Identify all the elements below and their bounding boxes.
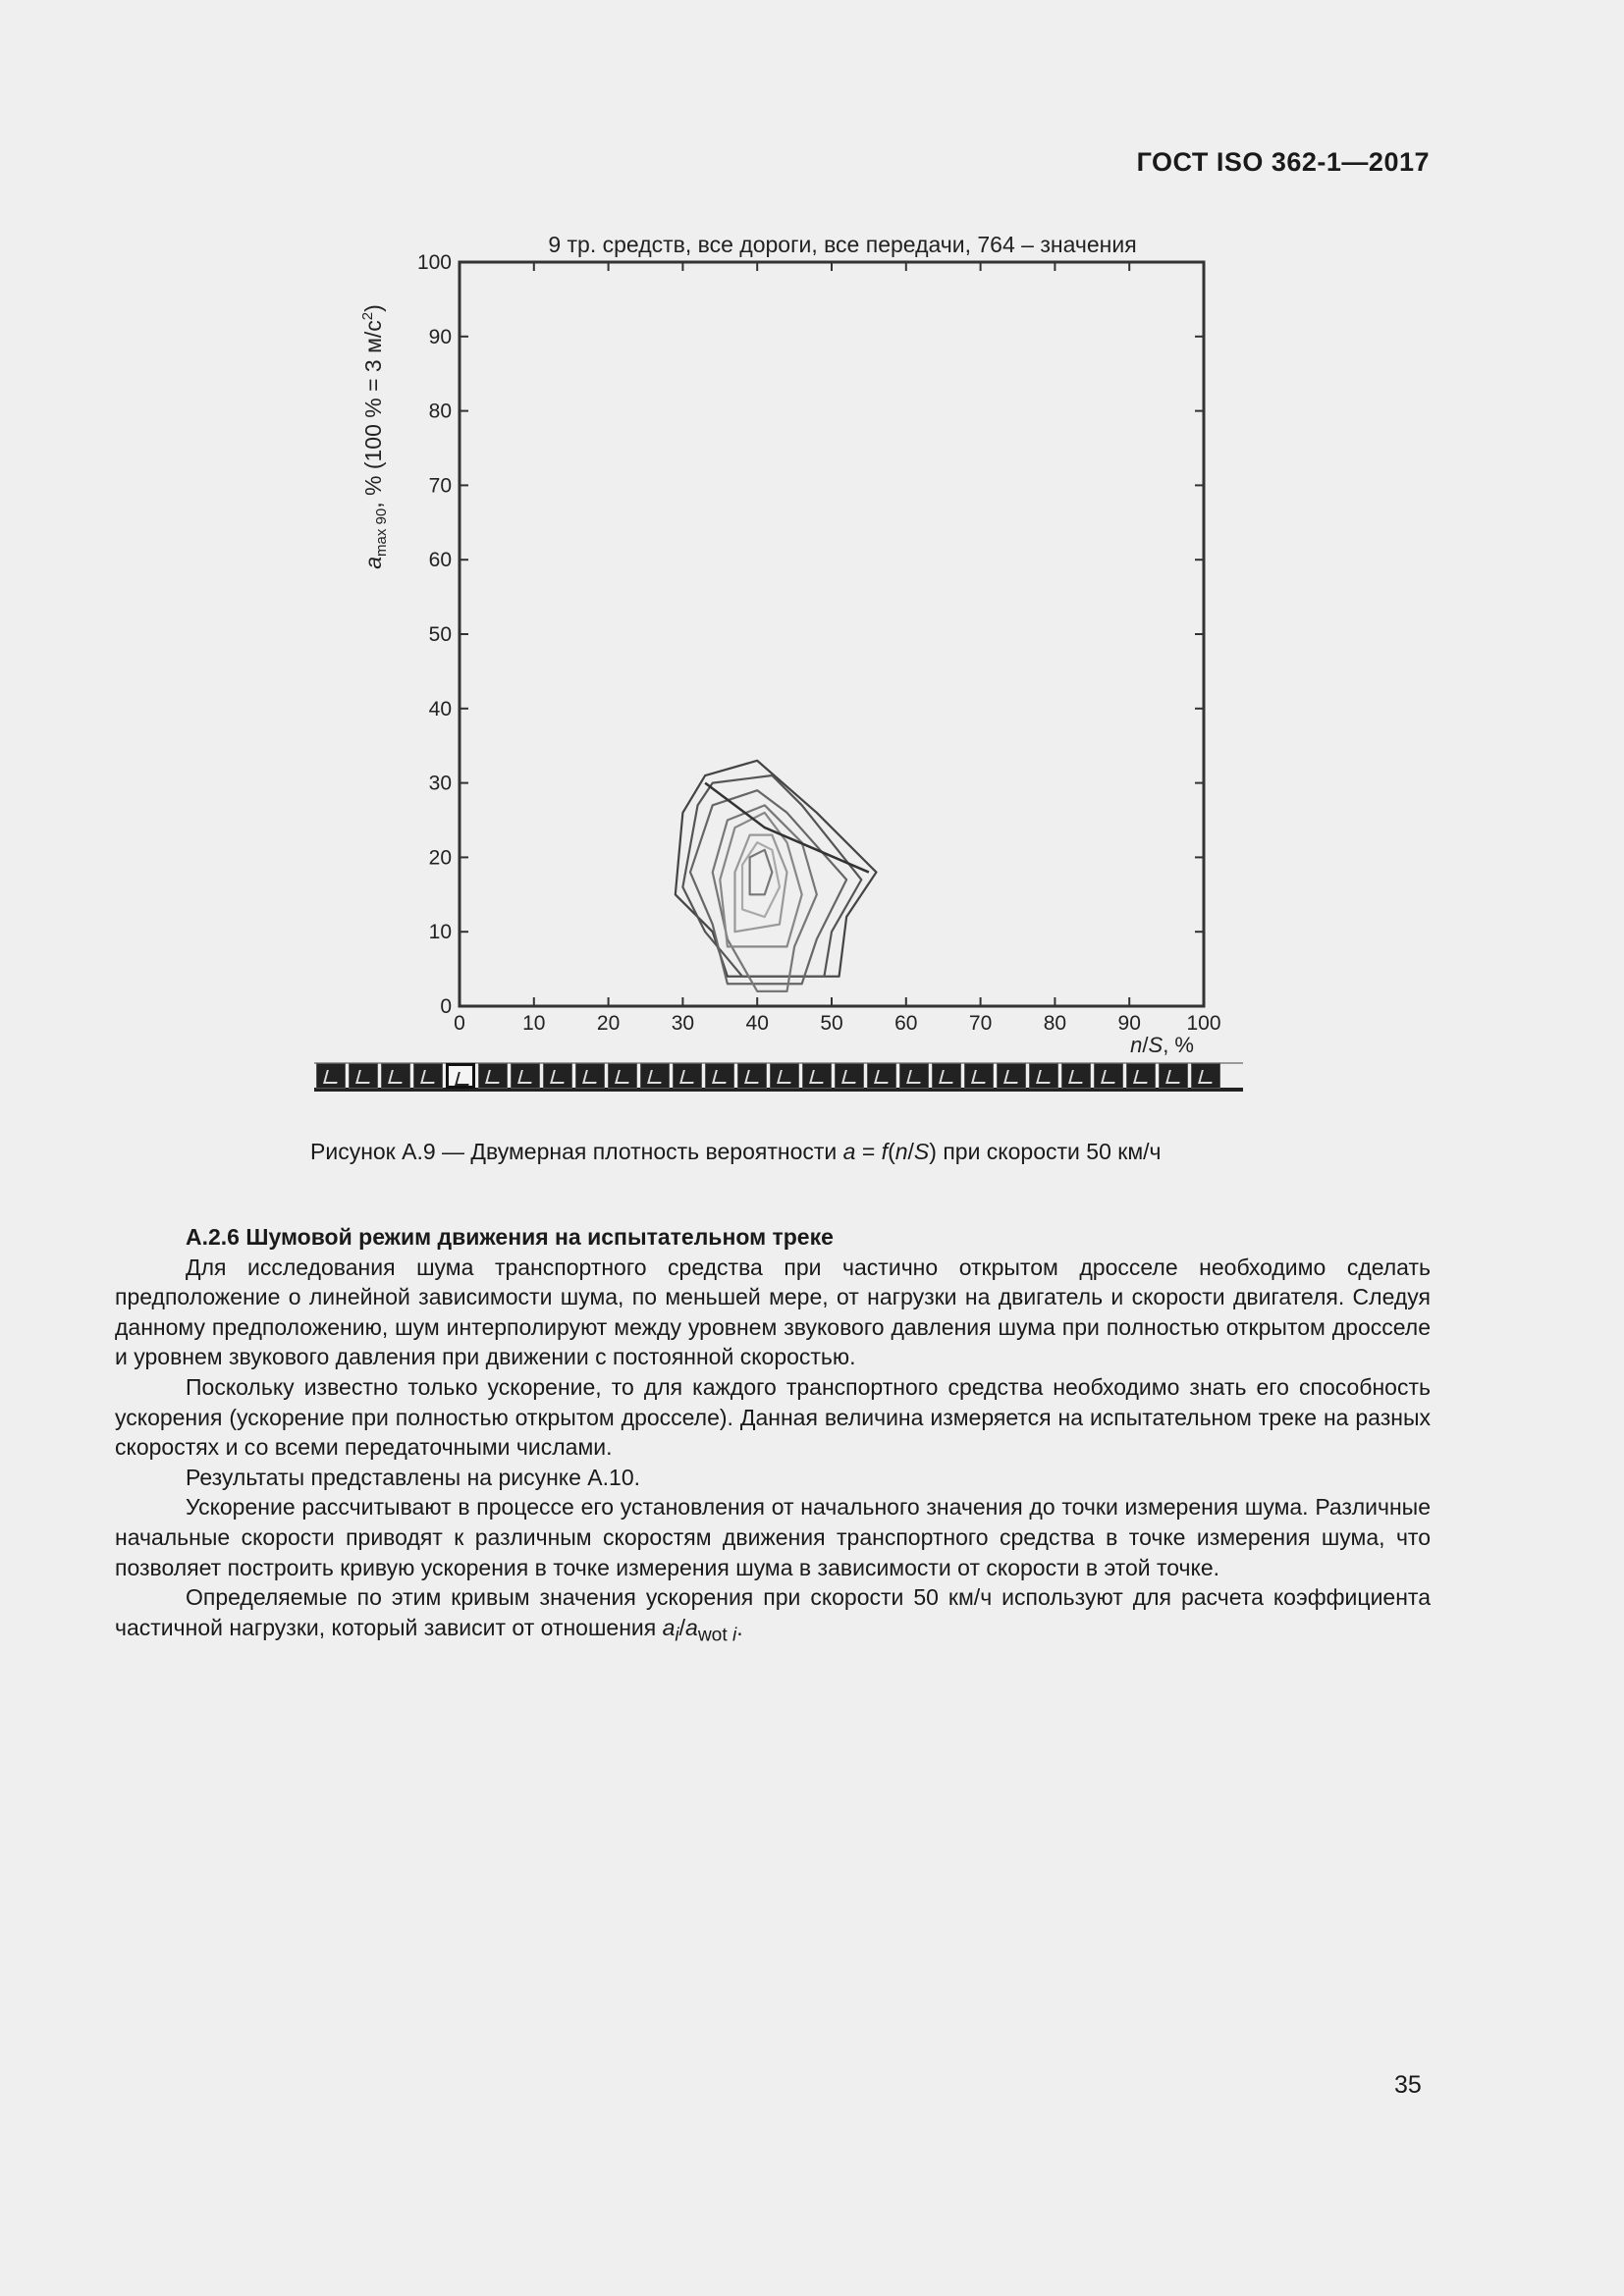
toolbar-button[interactable]: [835, 1063, 864, 1089]
toolbar-button[interactable]: [543, 1063, 572, 1089]
toolbar-button[interactable]: [964, 1063, 994, 1089]
page-number: 35: [1394, 2071, 1422, 2099]
x-tick-label: 70: [968, 1012, 993, 1035]
toolbar-button[interactable]: [640, 1063, 670, 1089]
toolbar-button[interactable]: [770, 1063, 799, 1089]
toolbar-button[interactable]: [932, 1063, 961, 1089]
y-axis-label: $a_{max 90}$, % (100 % = 3 $м/с^2$): [359, 304, 390, 569]
x-tick-label: 60: [894, 1012, 918, 1035]
y-tick-label: 80: [428, 400, 452, 423]
y-tick-label: 60: [428, 549, 452, 572]
x-tick-label: 40: [745, 1012, 769, 1035]
y-tick-label: 100: [416, 251, 452, 274]
contour-chart: [304, 221, 1247, 1065]
paragraph-4: Ускорение рассчитывают в процессе его установления от начального значения до точки измерения шума. Различные начальные скорости приводят к различным скоростям движения транспортного средства в точке измерения шума, что позволяет построить кривую ускорения в точке измерения шума в зависимости от скорости в этой точке.: [115, 1494, 1431, 1580]
toolbar-button[interactable]: [478, 1063, 508, 1089]
toolbar-button[interactable]: [705, 1063, 734, 1089]
x-tick-label: 10: [522, 1012, 546, 1035]
section-a-2-6: [115, 1222, 1431, 1651]
contour-line: [742, 842, 780, 917]
toolbar-button[interactable]: [867, 1063, 896, 1089]
plot-frame: [460, 262, 1204, 1006]
section-heading: А.2.6 Шумовой режим движения на испытательном треке: [186, 1224, 834, 1250]
toolbar-button[interactable]: [1094, 1063, 1123, 1089]
paragraph-5: Определяемые по этим кривым значения ускорения при скорости 50 км/ч используют для расчета коэффициента частичной нагрузки, который зависит от отношения $a_i/a_{wot i}$.: [115, 1584, 1431, 1646]
y-tick-label: 40: [428, 697, 452, 721]
y-tick-label: 0: [440, 995, 452, 1018]
y-tick-label: 10: [428, 921, 452, 944]
y-tick-label: 70: [428, 474, 452, 498]
figure-toolbar: [314, 1062, 1243, 1092]
toolbar-button[interactable]: [997, 1063, 1026, 1089]
contour-lines: [676, 761, 877, 991]
y-tick-label: 30: [428, 772, 452, 795]
x-tick-label: 30: [671, 1012, 695, 1035]
x-tick-label: 50: [820, 1012, 843, 1035]
x-tick-label: 80: [1043, 1012, 1067, 1035]
x-axis-label: n/S, %: [1130, 1033, 1194, 1057]
contour-line: [750, 850, 773, 894]
x-tick-label: 90: [1117, 1012, 1141, 1035]
toolbar-button[interactable]: [349, 1063, 378, 1089]
toolbar-button[interactable]: [1029, 1063, 1058, 1089]
toolbar-button[interactable]: [673, 1063, 702, 1089]
toolbar-button[interactable]: [413, 1063, 443, 1089]
chart-title: 9 тр. средств, все дороги, все передачи, 764 – значения: [548, 232, 1137, 257]
toolbar-button[interactable]: [802, 1063, 832, 1089]
toolbar-button[interactable]: [575, 1063, 605, 1089]
toolbar-button[interactable]: [1191, 1063, 1220, 1089]
document-code: ГОСТ ISO 362-1—2017: [1136, 147, 1430, 177]
toolbar-button[interactable]: [737, 1063, 767, 1089]
toolbar-button[interactable]: [1061, 1063, 1091, 1089]
y-tick-label: 50: [428, 623, 452, 646]
x-tick-label: 100: [1186, 1012, 1221, 1035]
figure-caption: Рисунок А.9 — Двумерная плотность вероятности a = f(n/S) при скорости 50 км/ч: [310, 1139, 1162, 1164]
toolbar-button[interactable]: [446, 1063, 475, 1089]
figure-a9: [304, 221, 1247, 1109]
paragraph-2: Поскольку известно только ускорение, то для каждого транспортного средства необходимо знать его способность ускорения (ускорение при полностью открытом дросселе). Данная величина измеряется на испытательном треке на разных скоростях и со всеми передаточными числами.: [115, 1373, 1431, 1461]
y-tick-label: 90: [428, 325, 452, 348]
axis-ticks: [417, 251, 1221, 1035]
x-tick-label: 0: [454, 1012, 465, 1035]
y-tick-label: 20: [428, 846, 452, 870]
toolbar-button[interactable]: [511, 1063, 540, 1089]
x-tick-label: 20: [596, 1012, 621, 1035]
toolbar-button[interactable]: [1126, 1063, 1156, 1089]
toolbar-button[interactable]: [381, 1063, 410, 1089]
toolbar-button[interactable]: [1159, 1063, 1188, 1089]
paragraph-1: Для исследования шума транспортного средства при частично открытом дросселе необходимо сделать предположение о линейной зависимости шума, по меньшей мере, от нагрузки на двигатель и скорости двигателя. Следуя данному предположению, шум интерполируют между уровнем звукового давления шума при полностью открытом дросселе и уровнем звукового давления при движении с постоянной скоростью.: [115, 1254, 1431, 1370]
toolbar-button[interactable]: [899, 1063, 929, 1089]
paragraph-3: Результаты представлены на рисунке А.10.: [186, 1464, 640, 1490]
toolbar-button[interactable]: [608, 1063, 637, 1089]
toolbar-button[interactable]: [316, 1063, 346, 1089]
